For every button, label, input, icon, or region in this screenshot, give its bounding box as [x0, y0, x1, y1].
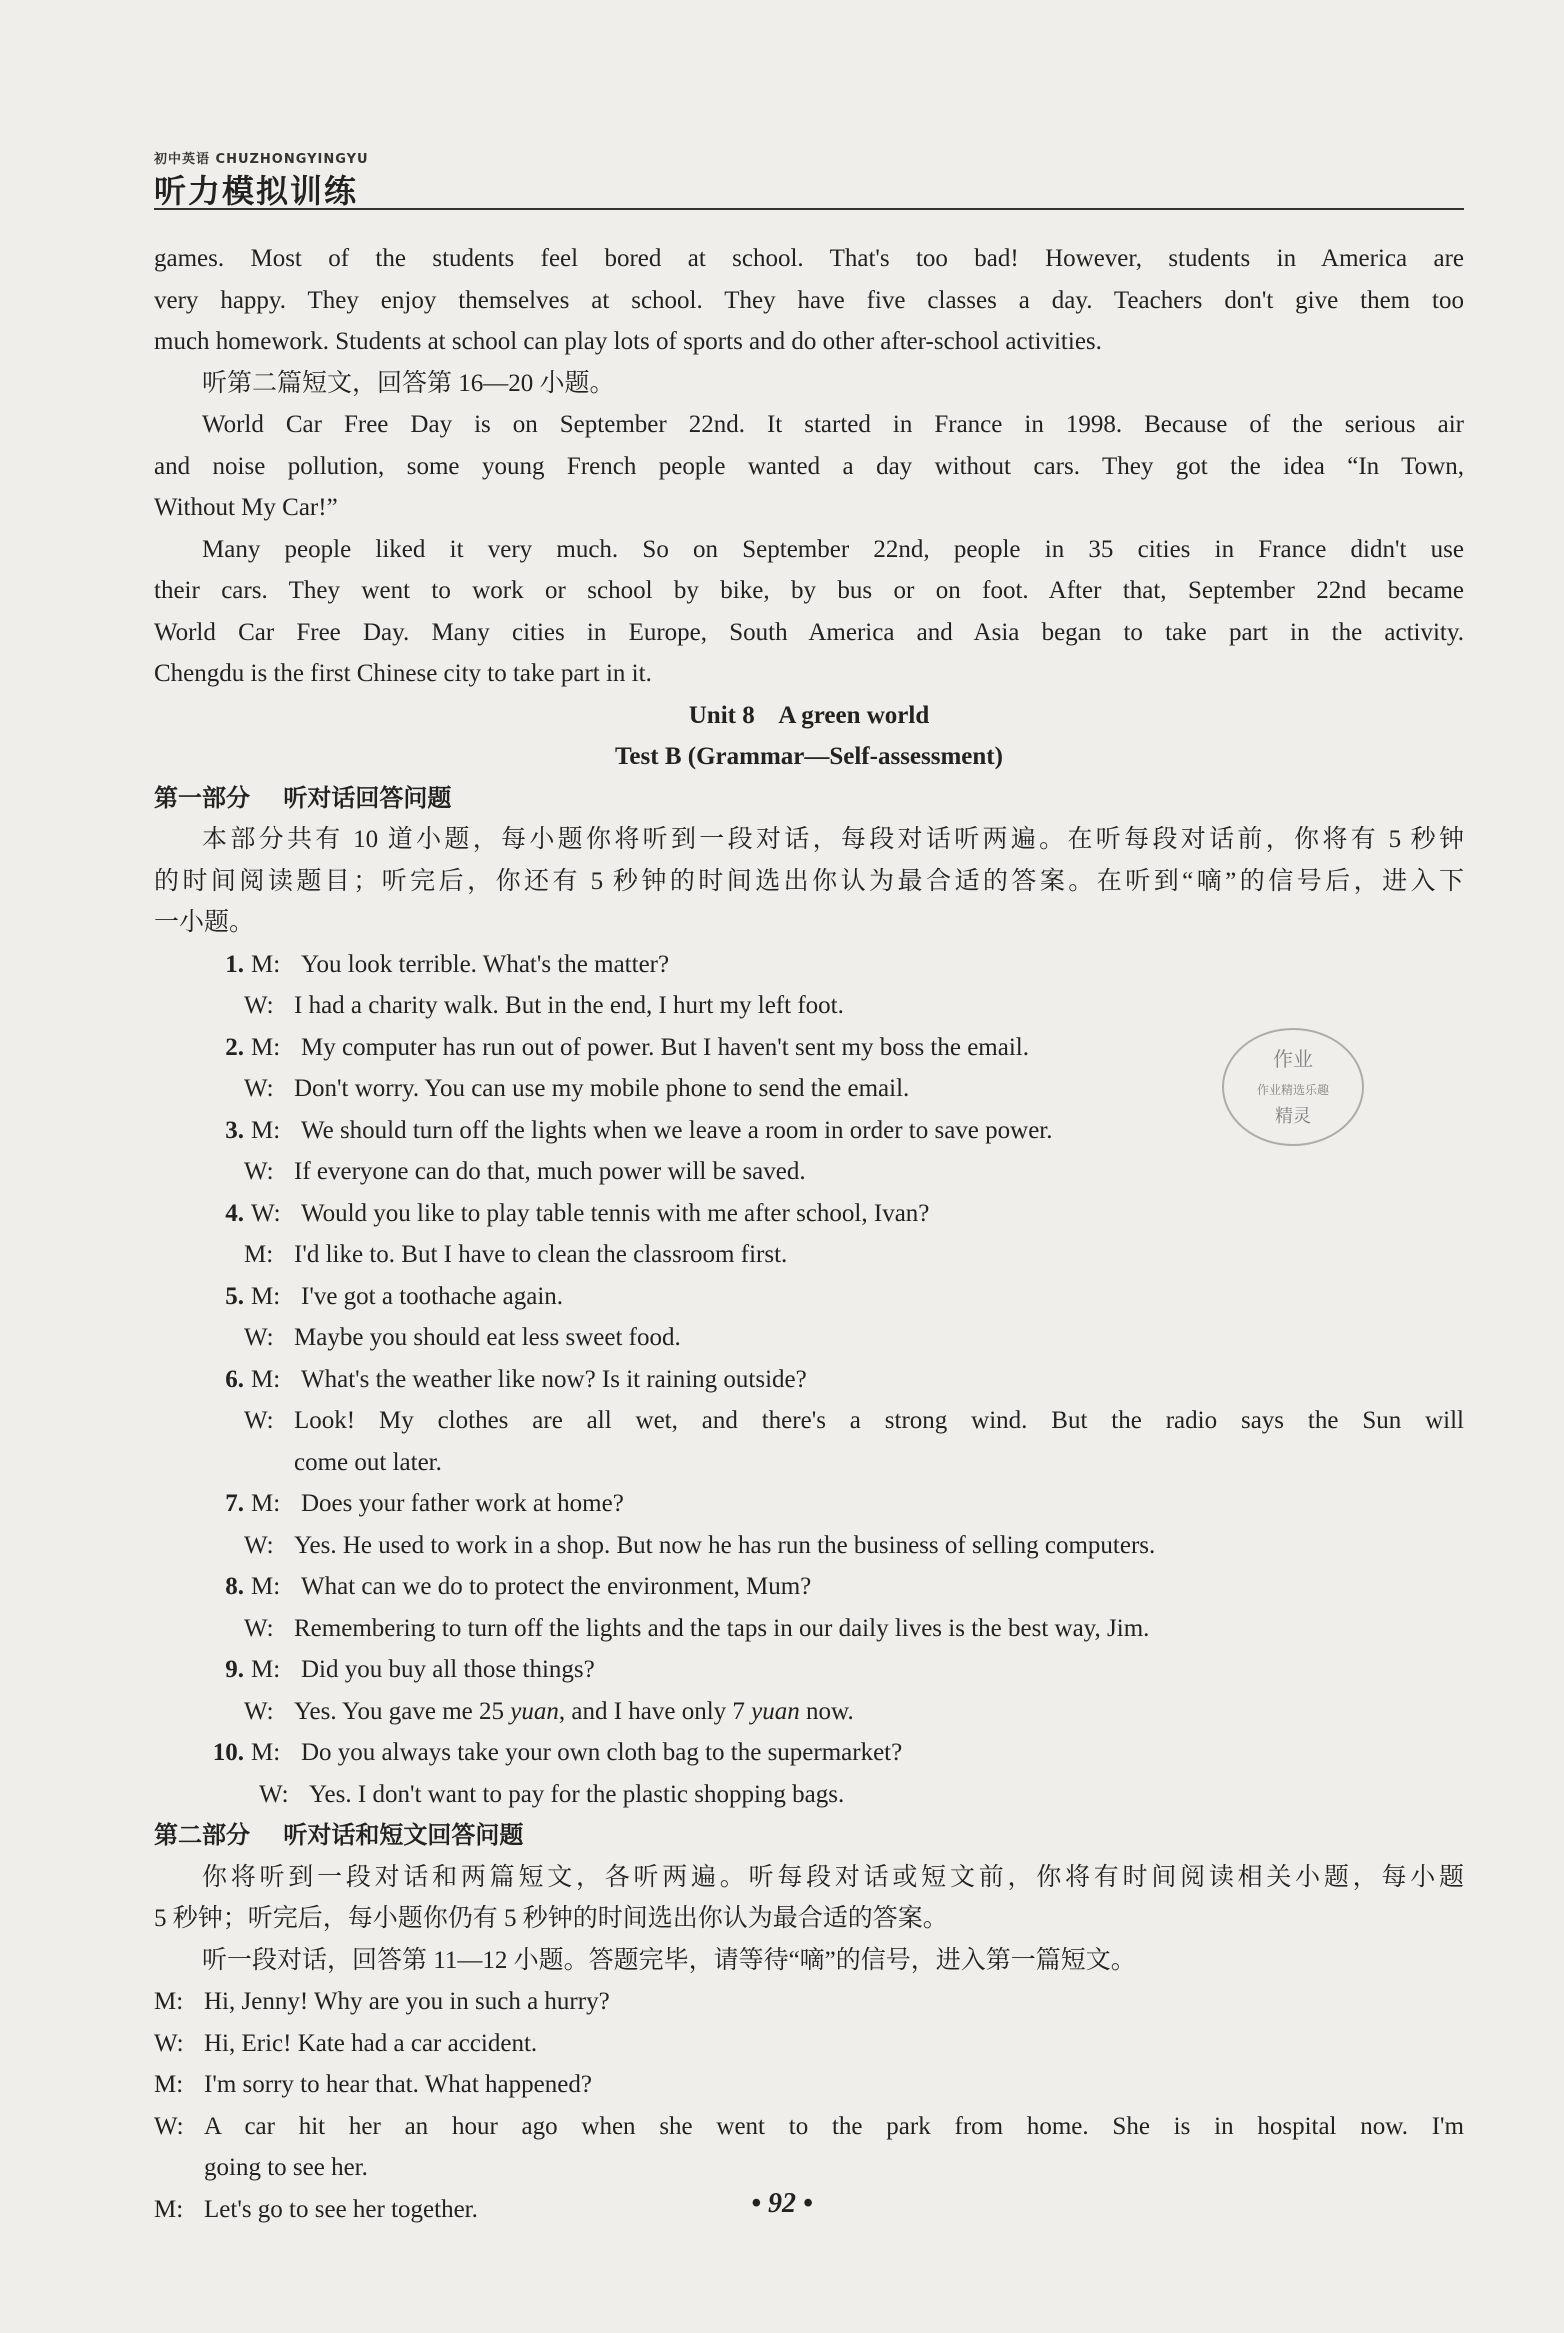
part1-instruction: 的时间阅读题目；听完后，你还有 5 秒钟的时间选出你认为最合适的答案。在听到“嘀”的信号后，进入下	[154, 867, 1464, 895]
question-item	[154, 944, 1464, 986]
dialogue-line: Did you buy all those things?	[301, 1656, 595, 1683]
speaker: M:	[251, 1116, 281, 1144]
dialogue-text: Yes. You gave me 25	[294, 1697, 511, 1725]
speaker: M:	[251, 1282, 281, 1310]
speaker: M:	[154, 2071, 184, 2098]
speaker: M:	[244, 1241, 274, 1268]
stamp-watermark	[1218, 1022, 1368, 1152]
dialogue-line: Remembering to turn off the lights and the taps in our daily lives is the best way, Jim.	[294, 1614, 1150, 1642]
speaker: W:	[244, 1407, 274, 1434]
question-item-reply	[154, 1608, 1464, 1650]
part1-heading: 第一部分 听对话回答问题	[154, 783, 452, 812]
question-number: 10.	[212, 1739, 244, 1766]
question-number: 1.	[225, 950, 244, 978]
question-item-reply	[154, 1774, 1464, 1816]
dialogue-line: You look terrible. What's the matter?	[301, 950, 670, 978]
dialogue-row	[154, 2064, 1464, 2106]
speaker: W:	[244, 992, 274, 1019]
question-number: 4.	[225, 1199, 244, 1227]
question-item	[154, 1359, 1464, 1401]
speaker: W:	[251, 1199, 281, 1227]
speaker: W:	[154, 2029, 184, 2057]
dialogue-line: going to see her.	[204, 2154, 368, 2181]
dialogue-line: Does your father work at home?	[301, 1490, 624, 1517]
speaker: M:	[154, 2195, 184, 2223]
dialogue-line: Hi, Jenny! Why are you in such a hurry?	[204, 1988, 610, 2015]
question-number: 6.	[225, 1365, 244, 1393]
passage-line: their cars. They went to work or school by bike, by bus or on foot. After that, September 22nd became	[154, 577, 1464, 604]
question-item-reply	[154, 1525, 1464, 1567]
dialogue-line: What can we do to protect the environment, Mum?	[301, 1573, 812, 1600]
speaker: M:	[251, 1739, 281, 1766]
dialogue-row	[154, 2106, 1464, 2148]
dialogue-row	[154, 2023, 1464, 2065]
question-item	[154, 1649, 1464, 1691]
dialogue-text: now.	[799, 1697, 854, 1725]
part2-instruction: 你将听到一段对话和两篇短文，各听两遍。听每段对话或短文前，你将有时间阅读相关小题，每小题	[202, 1863, 1464, 1891]
dialogue-line: come out later.	[294, 1448, 442, 1476]
passage-instruction: 听第二篇短文，回答第 16—20 小题。	[202, 369, 615, 397]
question-item-reply	[154, 1400, 1464, 1442]
question-number: 3.	[225, 1116, 244, 1144]
speaker: W:	[244, 1158, 274, 1185]
dialogue-line: I'd like to. But I have to clean the classroom first.	[294, 1241, 788, 1268]
dialogue-line: Yes. I don't want to pay for the plastic shopping bags.	[309, 1780, 845, 1808]
question-number: 5.	[225, 1282, 244, 1310]
dialogue-line: Maybe you should eat less sweet food.	[294, 1324, 681, 1351]
passage-line: much homework. Students at school can play lots of sports and do other after-school activities.	[154, 328, 1102, 355]
passage-line: Many people liked it very much. So on September 22nd, people in 35 cities in France didn't use	[202, 535, 1464, 563]
part1-instruction: 本部分共有 10 道小题，每小题你将听到一段对话，每段对话听两遍。在听每段对话前，你将有 5 秒钟	[202, 826, 1464, 853]
passage-line: World Car Free Day. Many cities in Europe, South America and Asia began to take part in the activity.	[154, 618, 1464, 646]
dialogue-line: What's the weather like now? Is it raining outside?	[301, 1365, 807, 1393]
dialogue-line: My computer has run out of power. But I haven't sent my boss the email.	[301, 1033, 1029, 1061]
passage-line: World Car Free Day is on September 22nd. It started in France in 1998. Because of the serious air	[202, 411, 1464, 438]
speaker: M:	[251, 1573, 281, 1600]
test-title: Test B (Grammar—Self-assessment)	[615, 743, 1003, 770]
speaker: M:	[154, 1988, 184, 2015]
part2-instruction: 听一段对话，回答第 11—12 小题。答题完毕，请等待“嘀”的信号，进入第一篇短文。	[202, 1946, 1136, 1974]
question-item	[154, 1732, 1464, 1774]
question-item-reply	[154, 1234, 1464, 1276]
dialogue-text: , and I have only 7	[558, 1697, 752, 1725]
question-item	[154, 1566, 1464, 1608]
dialogue-line: Would you like to play table tennis with me after school, Ivan?	[301, 1199, 930, 1227]
speaker: W:	[244, 1697, 274, 1725]
speaker: W:	[244, 1075, 274, 1102]
dialogue-line: If everyone can do that, much power will be saved.	[294, 1158, 806, 1185]
speaker: W:	[244, 1324, 274, 1351]
passage-line: games. Most of the students feel bored at school. That's too bad! However, students in America are	[154, 245, 1464, 272]
question-item	[154, 1483, 1464, 1525]
series-label: 初中英语 CHUZHONGYINGYU	[154, 152, 369, 167]
question-item	[154, 1276, 1464, 1318]
dialogue-line: Hi, Eric! Kate had a car accident.	[204, 2029, 538, 2057]
question-number: 2.	[225, 1033, 244, 1061]
dialogue-line	[294, 1691, 1464, 1733]
speaker: M:	[251, 1656, 281, 1683]
currency-term: yuan	[510, 1697, 559, 1725]
question-item-reply	[154, 1691, 1464, 1733]
speaker: W:	[154, 2112, 184, 2140]
dialogue-line: I've got a toothache again.	[301, 1282, 564, 1310]
speaker: M:	[251, 1033, 281, 1061]
dialogue-line: Let's go to see her together.	[204, 2195, 478, 2223]
stamp-text-bottom: 精灵	[1275, 1106, 1311, 1127]
dialogue-row	[154, 1981, 1464, 2023]
part2-instruction: 5 秒钟；听完后，每小题你仍有 5 秒钟的时间选出你认为最合适的答案。	[154, 1905, 948, 1932]
dialogue-line: Don't worry. You can use my mobile phone to send the email.	[294, 1075, 910, 1102]
speaker: M:	[251, 1490, 281, 1517]
dialogue-line: I had a charity walk. But in the end, I hurt my left foot.	[294, 992, 844, 1019]
passage-line: and noise pollution, some young French people wanted a day without cars. They got the idea “In Town,	[154, 452, 1464, 480]
header-rule	[154, 208, 1464, 210]
dialogue-line: A car hit her an hour ago when she went to the park from home. She is in hospital now. I'm	[204, 2112, 1464, 2140]
stamp-text-middle: 作业精选乐趣	[1256, 1083, 1330, 1097]
page-content	[154, 238, 1464, 2230]
dialogue-line: Look! My clothes are all wet, and there's a strong wind. But the radio says the Sun will	[294, 1407, 1464, 1434]
speaker: W:	[244, 1531, 274, 1559]
question-number: 7.	[225, 1490, 244, 1517]
speaker: M:	[251, 950, 281, 978]
speaker: W:	[244, 1614, 274, 1642]
currency-term: yuan	[751, 1697, 800, 1725]
dialogue-line: We should turn off the lights when we leave a room in order to save power.	[301, 1116, 1053, 1144]
speaker: W:	[259, 1780, 289, 1808]
unit-title: Unit 8 A green world	[688, 701, 930, 729]
part2-heading: 第二部分 听对话和短文回答问题	[154, 1821, 524, 1849]
question-item-reply	[154, 1317, 1464, 1359]
series-title: 听力模拟训练	[154, 172, 359, 210]
passage-line: Chengdu is the first Chinese city to take part in it.	[154, 660, 652, 687]
stamp-text-top: 作业	[1273, 1047, 1313, 1071]
part1-instruction: 一小题。	[154, 909, 255, 936]
dialogue-line: Do you always take your own cloth bag to the supermarket?	[301, 1739, 903, 1766]
dialogue-continuation	[154, 1442, 1464, 1484]
page-number: • 92 •	[751, 2188, 813, 2219]
dialogue-line: I'm sorry to hear that. What happened?	[204, 2071, 592, 2098]
question-item-reply	[154, 1151, 1464, 1193]
question-number: 8.	[225, 1573, 244, 1600]
speaker: M:	[251, 1365, 281, 1393]
question-number: 9.	[225, 1656, 244, 1683]
passage-line: Without My Car!”	[154, 494, 338, 521]
passage-line: very happy. They enjoy themselves at school. They have five classes a day. Teachers don't give them too	[154, 286, 1464, 314]
question-item-reply	[154, 985, 1464, 1027]
dialogue-line: Yes. He used to work in a shop. But now he has run the business of selling computers.	[294, 1531, 1156, 1559]
question-item	[154, 1193, 1464, 1235]
dialogue-continuation	[154, 2147, 1464, 2189]
